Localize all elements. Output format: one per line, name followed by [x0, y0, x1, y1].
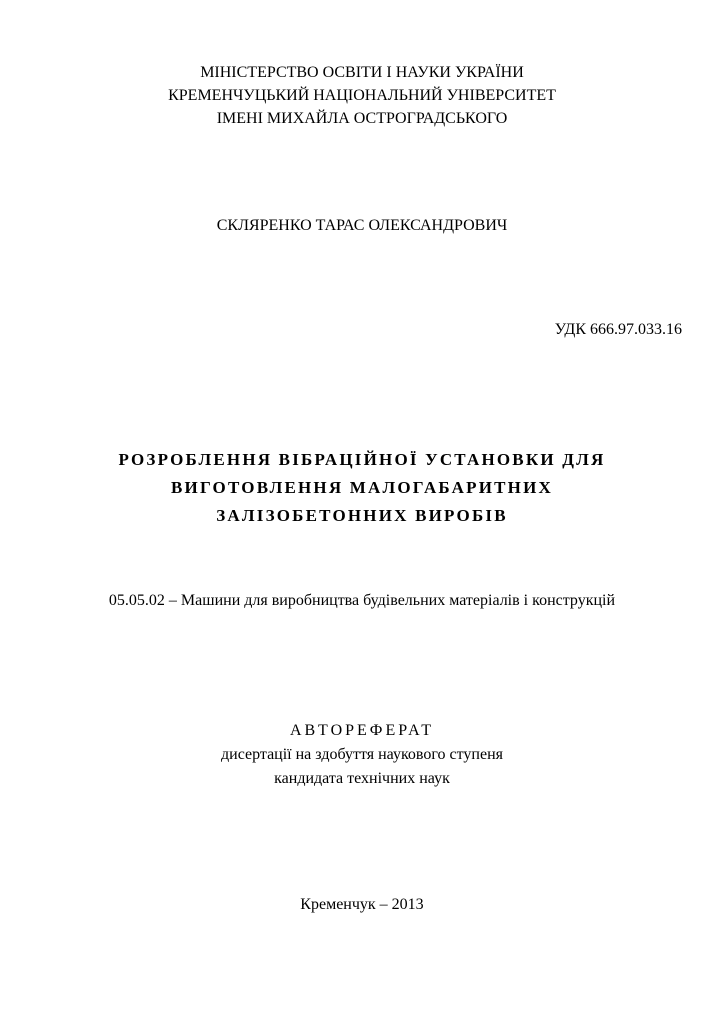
author-name: СКЛЯРЕНКО ТАРАС ОЛЕКСАНДРОВИЧ — [216, 217, 508, 234]
dissertation-title — [0, 446, 724, 530]
abstract-heading: АВТОРЕФЕРАТ — [290, 722, 434, 739]
specialty-line: 05.05.02 – Машини для виробництва будівельних матеріалів і конструкцій — [108, 592, 616, 609]
university-named-after-line: ІМЕНІ МИХАЙЛА ОСТРОГРАДСЬКОГО — [216, 110, 508, 127]
ministry-line: МІНІСТЕРСТВО ОСВІТИ І НАУКИ УКРАЇНИ — [200, 64, 524, 81]
title-line: ВИГОТОВЛЕННЯ МАЛОГАБАРИТНИХ — [170, 478, 553, 497]
city-year: Кременчук – 2013 — [300, 896, 424, 913]
title-line: РОЗРОБЛЕННЯ ВІБРАЦІЙНОЇ УСТАНОВКИ ДЛЯ — [118, 450, 606, 469]
institution-header — [0, 61, 724, 130]
university-line: КРЕМЕНЧУЦЬКИЙ НАЦІОНАЛЬНИЙ УНІВЕРСИТЕТ — [168, 87, 556, 104]
abstract-description-line: кандидата технічних наук — [274, 770, 450, 787]
abstract-description-line: дисертації на здобуття наукового ступеня — [220, 746, 504, 763]
udc-code: УДК 666.97.033.16 — [554, 321, 682, 338]
title-line: ЗАЛІЗОБЕТОННИХ ВИРОБІВ — [216, 506, 508, 525]
abstract-block — [0, 719, 724, 791]
